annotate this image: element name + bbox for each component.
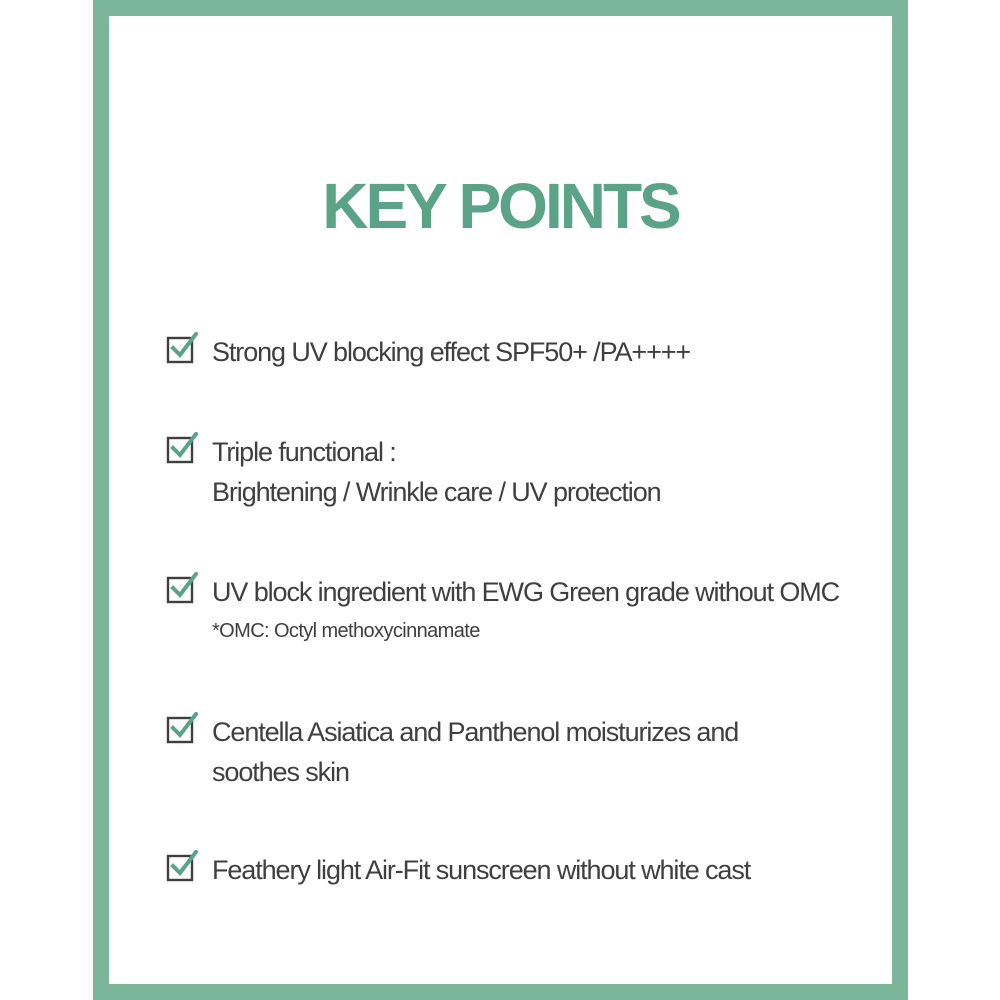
key-point-text: Strong UV blocking effect SPF50+ /PA++++: [212, 337, 691, 367]
key-point-text: Feathery light Air-Fit sunscreen without white cast: [212, 855, 751, 885]
checkbox-checked-icon: [166, 712, 198, 744]
key-point-text: UV block ingredient with EWG Green grade without OMC: [212, 577, 840, 607]
checkbox-checked-icon: [166, 572, 198, 604]
checkbox-checked-icon: [166, 850, 198, 882]
key-point-text: soothes skin: [212, 757, 349, 787]
key-point-text: Triple functional :: [212, 437, 396, 467]
key-point-footnote: *OMC: Octyl methoxycinnamate: [212, 620, 480, 642]
checkbox-checked-icon: [166, 332, 198, 364]
key-point-text: Brightening / Wrinkle care / UV protection: [212, 477, 661, 507]
page-frame: [93, 0, 908, 1000]
content-panel: [109, 16, 892, 984]
page-title: KEY POINTS: [322, 170, 679, 242]
checkbox-checked-icon: [166, 432, 198, 464]
key-point-text: Centella Asiatica and Panthenol moisturizes and: [212, 717, 739, 747]
